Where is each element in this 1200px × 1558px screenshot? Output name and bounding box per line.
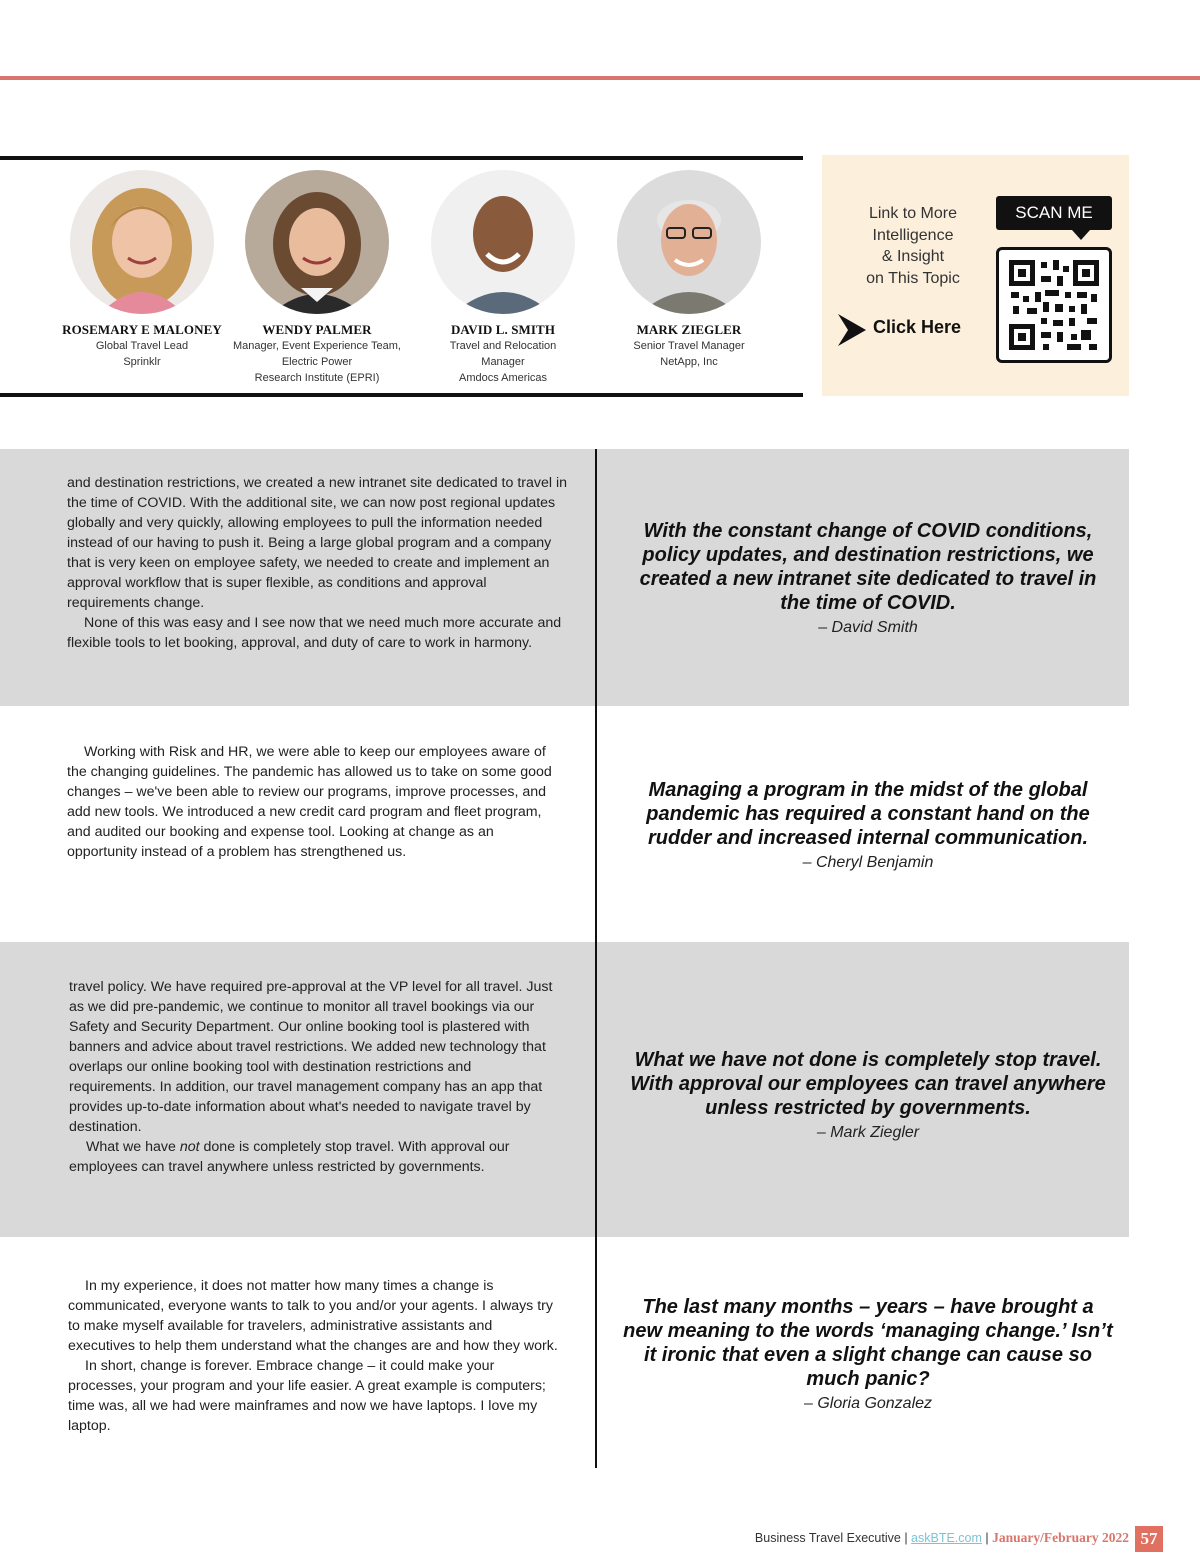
contributor-name: MARK ZIEGLER bbox=[636, 322, 742, 337]
contributor-company: Sprinklr bbox=[123, 356, 161, 368]
pull-quote-text: Managing a program in the midst of the global pandemic has required a constant hand on the rudder and increased internal communication. bbox=[646, 779, 1090, 849]
contributor bbox=[42, 170, 242, 370]
pull-quote-text: The last many months – years – have brought a new meaning to the words ‘managing change.’ Isn’t it ironic that even a slight change can cause so much panic? bbox=[623, 1296, 1113, 1390]
pull-quote bbox=[622, 1295, 1114, 1413]
qr-code-icon[interactable] bbox=[996, 247, 1112, 363]
paragraph: and destination restrictions, we created a new intranet site dedicated to travel in the time of COVID. With the additional site, we can now post regional updates globally and very quickly, allowing employees to pull the information needed instead of our having to push it. Being a large global program and a company that is very keen on employee safety, we needed to create and implement an approval workflow that is super flexible, as conditions and approval requirements change. bbox=[67, 475, 567, 611]
avatar bbox=[245, 170, 389, 314]
column-divider bbox=[595, 449, 597, 1468]
header-accent-rule bbox=[0, 76, 1200, 80]
pull-quote-author: – Gloria Gonzalez bbox=[803, 1395, 933, 1412]
paragraph: travel policy. We have required pre-approval at the VP level for all travel. Just as we did pre-pandemic, we continue to monitor all travel bookings via our Safety and Security Department. Our online booking tool is plastered with banners and advice about travel restrictions. We added new technology that overlaps our online booking tool with destination restrictions and requirements. In addition, our travel management company has an app that provides up-to-date information about what's needed to navigate travel by destination. bbox=[69, 979, 553, 1135]
contributor-company: Research Institute (EPRI) bbox=[254, 372, 380, 384]
page-footer bbox=[0, 1530, 1129, 1546]
article-row bbox=[0, 449, 1129, 706]
article-text bbox=[67, 473, 567, 653]
contributor-title: Electric Power bbox=[281, 356, 353, 368]
pull-quote bbox=[622, 1048, 1114, 1142]
paragraph: None of this was easy and I see now that we need much more accurate and flexible tools to let booking, approval, and duty of care to work in harmony. bbox=[67, 615, 562, 651]
pull-quote-text: With the constant change of COVID conditions, policy updates, and destination restrictions, we created a new intranet site dedicated to travel in the time of COVID. bbox=[639, 520, 1097, 614]
contributor-name: WENDY PALMER bbox=[262, 322, 372, 337]
paragraph: Working with Risk and HR, we were able to keep our employees aware of the changing guidelines. The pandemic has allowed us to take on some good changes – we've been able to review our programs, improve processes, and add new tools. We introduced a new credit card program and fleet program, and audited our booking and expense tool. Looking at change as an opportunity instead of a problem has strengthened us. bbox=[67, 744, 552, 860]
contributor-title: Travel and Relocation bbox=[449, 340, 557, 352]
contributor bbox=[589, 170, 789, 370]
contributor-name: ROSEMARY E MALONEY bbox=[62, 322, 222, 337]
pull-quote-author: – David Smith bbox=[818, 619, 918, 636]
more-insight-line: Link to More bbox=[868, 205, 958, 222]
scan-me-label: SCAN ME bbox=[996, 196, 1112, 230]
more-insight-text bbox=[850, 203, 976, 289]
footer-separator: | bbox=[904, 1531, 908, 1545]
contributors-bottom-rule bbox=[0, 393, 803, 397]
page-number: 57 bbox=[1135, 1526, 1163, 1552]
contributor-title: Manager, Event Experience Team, bbox=[233, 340, 401, 352]
contributor-title: Global Travel Lead bbox=[95, 340, 189, 352]
more-insight-box bbox=[822, 155, 1129, 396]
paragraph-part: done is completely stop travel. With approval our employees can travel anywhere unless restricted by governments. bbox=[69, 1139, 510, 1175]
avatar bbox=[617, 170, 761, 314]
contributor-title: Manager bbox=[481, 356, 525, 368]
click-here-link[interactable]: Click Here bbox=[873, 317, 962, 337]
paragraph-part: What we have bbox=[86, 1139, 180, 1155]
pull-quote-author: – Mark Ziegler bbox=[816, 1124, 920, 1141]
article-text bbox=[68, 1276, 558, 1436]
contributors-strip bbox=[0, 160, 803, 392]
article-row bbox=[0, 706, 1129, 942]
contributor bbox=[217, 170, 417, 386]
emphasis: not bbox=[179, 1139, 200, 1155]
article-text bbox=[69, 977, 559, 1177]
contributor-company: Amdocs Americas bbox=[458, 372, 548, 384]
paragraph: In my experience, it does not matter how many times a change is communicated, everyone wants to talk to you and/or your agents. I always try to make myself available for travelers, administrative assistants and executives to help them understand what the changes are and how they work. bbox=[68, 1278, 558, 1354]
more-insight-line: on This Topic bbox=[866, 269, 960, 287]
article-row bbox=[0, 1237, 1129, 1468]
pull-quote bbox=[622, 519, 1114, 637]
avatar bbox=[70, 170, 214, 314]
contributor-title: Senior Travel Manager bbox=[633, 340, 745, 352]
contributor-name: DAVID L. SMITH bbox=[450, 322, 556, 337]
arrow-right-icon[interactable] bbox=[836, 313, 868, 347]
article-row bbox=[0, 942, 1129, 1237]
contributor bbox=[403, 170, 603, 386]
avatar bbox=[431, 170, 575, 314]
site-link[interactable]: askBTE.com bbox=[911, 1531, 982, 1545]
pull-quote bbox=[622, 778, 1114, 872]
pull-quote-author: – Cheryl Benjamin bbox=[802, 854, 934, 871]
more-insight-line: Intelligence bbox=[872, 226, 954, 244]
contributor-company: NetApp, Inc bbox=[660, 356, 718, 368]
footer-separator: | bbox=[985, 1531, 989, 1545]
more-insight-line: & Insight bbox=[881, 248, 945, 265]
issue-date: January/February 2022 bbox=[992, 1530, 1129, 1545]
publication-name: Business Travel Executive bbox=[754, 1531, 901, 1545]
paragraph bbox=[69, 1137, 559, 1177]
paragraph: In short, change is forever. Embrace change – it could make your processes, your program and your life easier. A great example is computers; time was, all we had were mainframes and now we have laptops. I love my laptop. bbox=[68, 1358, 546, 1434]
pull-quote-text: What we have not done is completely stop travel. With approval our employees can travel anywhere unless restricted by governments. bbox=[630, 1049, 1106, 1119]
article-text bbox=[67, 742, 567, 862]
